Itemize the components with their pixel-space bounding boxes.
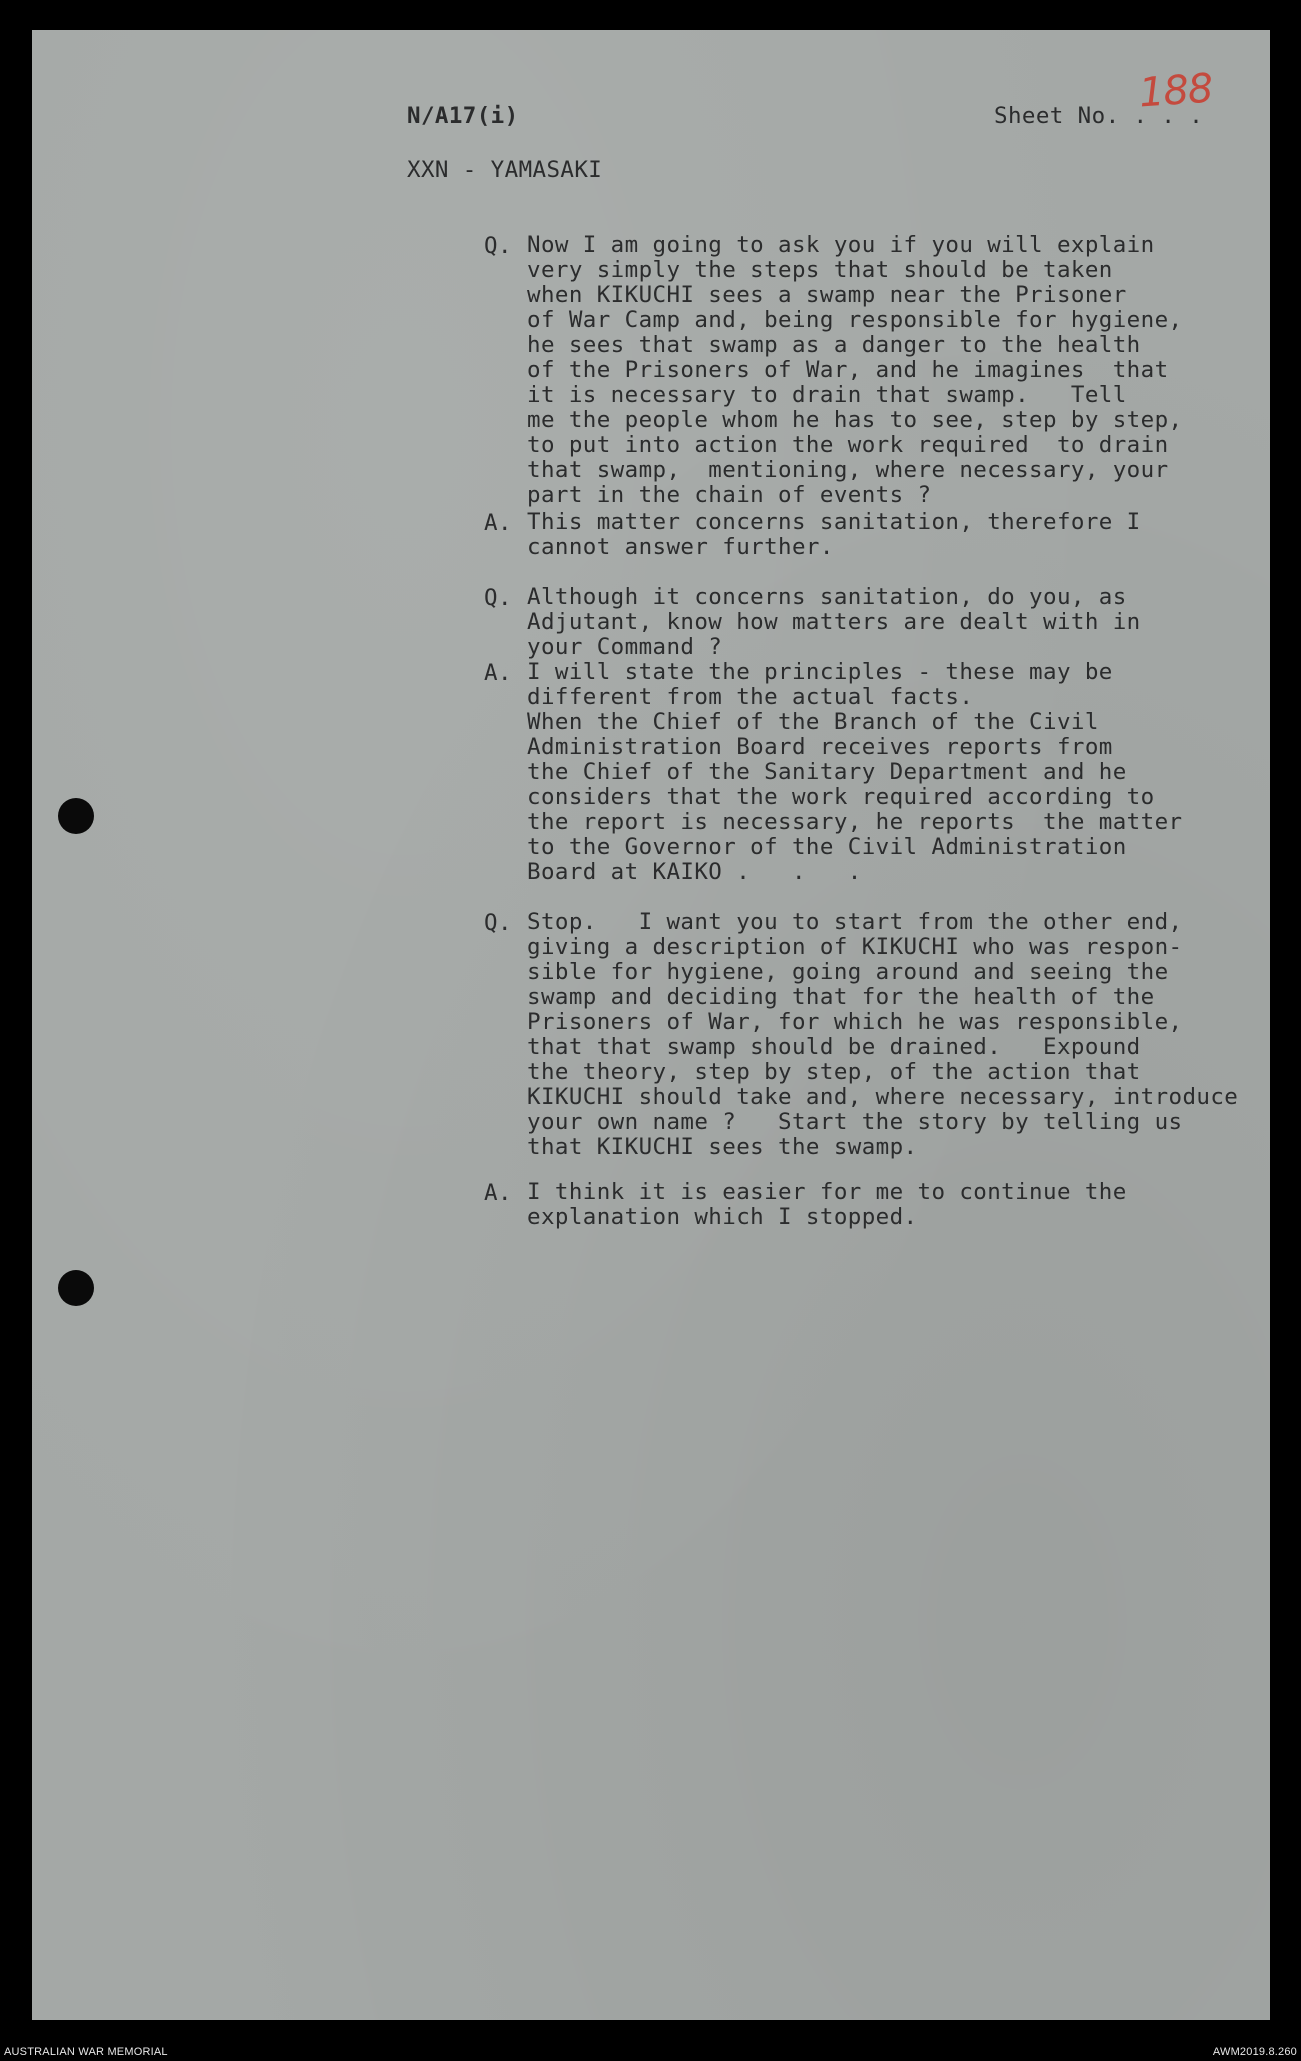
text-line: of War Camp and, being responsible for hygiene, bbox=[527, 307, 1183, 333]
exchange-text bbox=[527, 585, 1141, 660]
text-line: your Command ? bbox=[527, 634, 723, 660]
witness-heading: XXN - YAMASAKI bbox=[407, 157, 603, 183]
text-line: Although it concerns sanitation, do you, as bbox=[527, 584, 1127, 610]
text-line: This matter concerns sanitation, therefore I bbox=[527, 509, 1141, 535]
text-line: sible for hygiene, going around and seeing the bbox=[527, 959, 1169, 985]
text-line: I will state the principles - these may be bbox=[527, 659, 1113, 685]
text-line: When the Chief of the Branch of the Civil bbox=[527, 709, 1099, 735]
text-line: Administration Board receives reports from bbox=[527, 734, 1113, 760]
text-line: that KIKUCHI sees the swamp. bbox=[527, 1134, 918, 1160]
exchange-text bbox=[527, 1180, 1127, 1230]
answer-marker: A. bbox=[484, 510, 512, 536]
text-line: your own name ? Start the story by telling us bbox=[527, 1109, 1183, 1135]
text-line: KIKUCHI should take and, where necessary, introduce bbox=[527, 1084, 1239, 1110]
punch-hole-bottom bbox=[58, 1270, 94, 1306]
text-line: Adjutant, know how matters are dealt with in bbox=[527, 609, 1141, 635]
text-line: very simply the steps that should be taken bbox=[527, 257, 1113, 283]
answer-marker: A. bbox=[484, 1180, 512, 1206]
text-line: Stop. I want you to start from the other end, bbox=[527, 909, 1183, 935]
text-line: the Chief of the Sanitary Department and he bbox=[527, 759, 1127, 785]
exchange-text bbox=[527, 660, 1182, 885]
footer-left: AUSTRALIAN WAR MEMORIAL bbox=[4, 2046, 168, 2058]
text-line: giving a description of KIKUCHI who was respon- bbox=[527, 934, 1183, 960]
sheet-number: 188 bbox=[1137, 65, 1214, 117]
text-line: me the people whom he has to see, step by step, bbox=[527, 407, 1183, 433]
question-marker: Q. bbox=[484, 233, 512, 259]
question-marker: Q. bbox=[484, 910, 512, 936]
exchange-text bbox=[527, 910, 1238, 1160]
text-line: Board at KAIKO . . . bbox=[527, 859, 862, 885]
exchange-text bbox=[527, 233, 1182, 508]
text-line: different from the actual facts. bbox=[527, 684, 974, 710]
text-line: I think it is easier for me to continue the bbox=[527, 1179, 1127, 1205]
typed-page bbox=[32, 30, 1270, 2020]
text-line: of the Prisoners of War, and he imagines that bbox=[527, 357, 1169, 383]
question-marker: Q. bbox=[484, 585, 512, 611]
text-line: explanation which I stopped. bbox=[527, 1204, 918, 1230]
document-reference: N/A17(i) bbox=[407, 103, 519, 129]
text-line: part in the chain of events ? bbox=[527, 482, 932, 508]
exchange-text bbox=[527, 510, 1141, 560]
punch-hole-top bbox=[58, 798, 94, 834]
text-line: that swamp, mentioning, where necessary, your bbox=[527, 457, 1169, 483]
text-line: cannot answer further. bbox=[527, 534, 834, 560]
text-line: to the Governor of the Civil Administration bbox=[527, 834, 1127, 860]
sheet-label: Sheet No. . . . bbox=[994, 103, 1204, 129]
answer-marker: A. bbox=[484, 660, 512, 686]
footer-right: AWM2019.8.260 bbox=[1212, 2046, 1297, 2058]
text-line: the theory, step by step, of the action that bbox=[527, 1059, 1141, 1085]
text-line: swamp and deciding that for the health of the bbox=[527, 984, 1155, 1010]
text-line: considers that the work required according to bbox=[527, 784, 1155, 810]
text-line: Now I am going to ask you if you will explain bbox=[527, 232, 1155, 258]
text-line: it is necessary to drain that swamp. Tell bbox=[527, 382, 1127, 408]
text-line: when KIKUCHI sees a swamp near the Prisoner bbox=[527, 282, 1127, 308]
text-line: he sees that swamp as a danger to the health bbox=[527, 332, 1141, 358]
text-line: the report is necessary, he reports the matter bbox=[527, 809, 1183, 835]
text-line: to put into action the work required to drain bbox=[527, 432, 1169, 458]
text-line: that that swamp should be drained. Expound bbox=[527, 1034, 1141, 1060]
text-line: Prisoners of War, for which he was responsible, bbox=[527, 1009, 1183, 1035]
